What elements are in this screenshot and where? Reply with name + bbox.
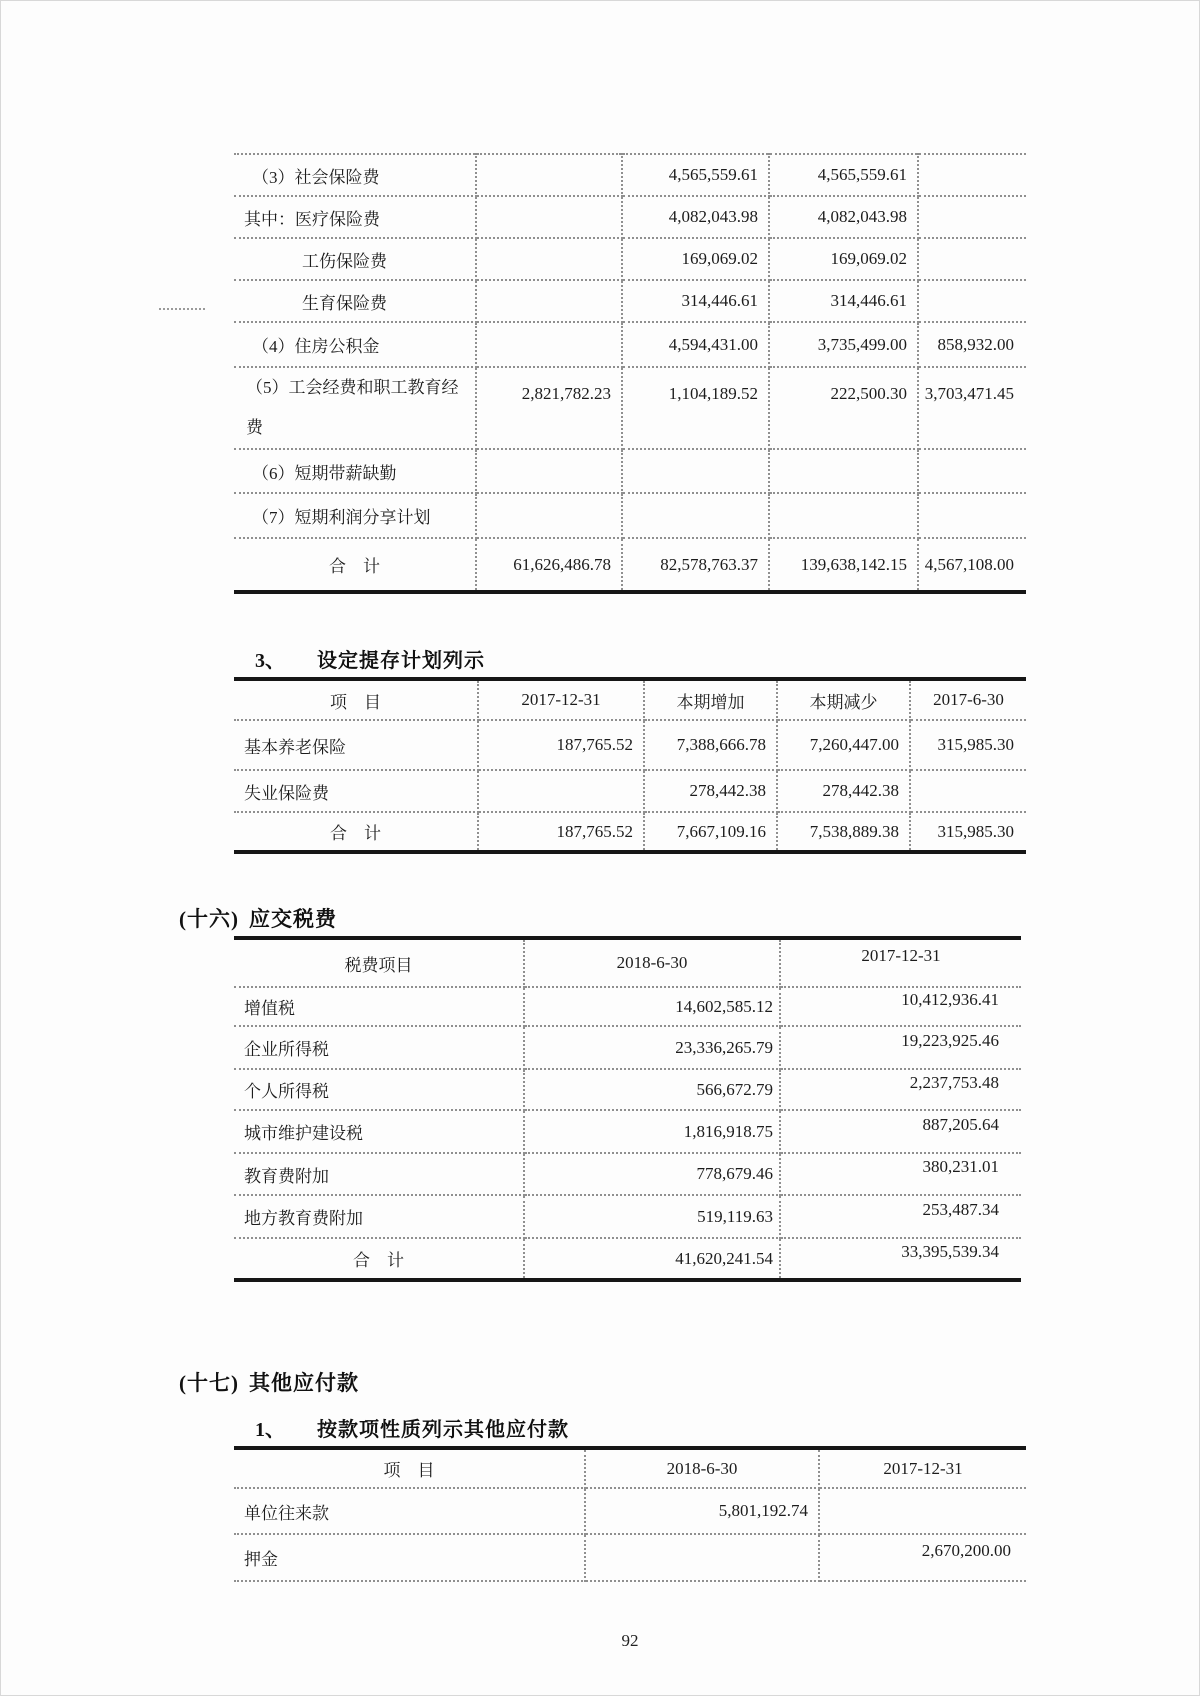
table-row	[234, 1195, 1021, 1238]
column-header: 2017-12-31	[819, 1448, 1026, 1488]
table-row	[234, 1110, 1021, 1153]
cell-value: 187,765.52	[478, 812, 644, 852]
cell-value	[769, 449, 918, 493]
cell-value	[918, 238, 1026, 280]
cell-value: 1,104,189.52	[622, 367, 769, 449]
cell-value: 4,082,043.98	[622, 196, 769, 238]
column-header: 本期增加	[644, 679, 777, 720]
total-row	[234, 812, 1026, 852]
row-label: （5）工会经费和职工教育经费	[234, 367, 476, 449]
cell-value: 4,082,043.98	[769, 196, 918, 238]
cell-value	[769, 493, 918, 538]
cell-value: 61,626,486.78	[476, 538, 622, 592]
cell-value: 1,816,918.75	[524, 1110, 780, 1153]
heading-title: 其他应付款	[249, 1371, 359, 1395]
cell-value: 19,223,925.46	[780, 1026, 1021, 1069]
cell-value: 169,069.02	[622, 238, 769, 280]
cell-value: 4,565,559.61	[769, 154, 918, 196]
row-label: 城市维护建设税	[234, 1110, 524, 1153]
cell-value	[918, 280, 1026, 322]
cell-value: 7,667,109.16	[644, 812, 777, 852]
heading-title: 应交税费	[249, 907, 337, 931]
row-label: 其中：医疗保险费	[234, 196, 476, 238]
heading-number: (十七)	[179, 1371, 239, 1395]
cell-value: 278,442.38	[777, 770, 910, 812]
table-row	[234, 1026, 1021, 1069]
cell-value	[918, 196, 1026, 238]
cell-value	[622, 493, 769, 538]
cell-value: 82,578,763.37	[622, 538, 769, 592]
column-header: 本期减少	[777, 679, 910, 720]
table-row	[234, 770, 1026, 812]
table-row	[234, 280, 1026, 322]
cell-value: 222,500.30	[769, 367, 918, 449]
column-header: 2017-12-31	[780, 938, 1021, 987]
taxes-payable-table	[234, 936, 1021, 1282]
cell-value: 33,395,539.34	[780, 1238, 1021, 1280]
column-header: 税费项目	[234, 938, 524, 987]
cell-value	[478, 770, 644, 812]
subsection-heading-defined-contribution	[255, 644, 485, 673]
row-label: 个人所得税	[234, 1069, 524, 1110]
row-label: 教育费附加	[234, 1153, 524, 1195]
row-label: 增值税	[234, 987, 524, 1026]
row-label: （6）短期带薪缺勤	[234, 449, 476, 493]
row-label: （3）社会保险费	[234, 154, 476, 196]
cell-value: 3,735,499.00	[769, 322, 918, 367]
column-header: 2018-6-30	[524, 938, 780, 987]
cell-value: 566,672.79	[524, 1069, 780, 1110]
row-label: 合 计	[234, 538, 476, 592]
cell-value: 380,231.01	[780, 1153, 1021, 1195]
column-header: 2017-6-30	[910, 679, 1026, 720]
total-row	[234, 538, 1026, 592]
table-row	[234, 196, 1026, 238]
row-label: （7）短期利润分享计划	[234, 493, 476, 538]
table-row	[234, 1488, 1026, 1534]
table-row	[234, 1534, 1026, 1581]
other-payables-table	[234, 1446, 1026, 1582]
table-row	[234, 1069, 1021, 1110]
cell-value: 2,670,200.00	[819, 1534, 1026, 1581]
header-row	[234, 938, 1021, 987]
row-label: 地方教育费附加	[234, 1195, 524, 1238]
section-heading-taxes-payable	[179, 903, 337, 933]
cell-value: 5,801,192.74	[585, 1488, 819, 1534]
cell-value: 314,446.61	[622, 280, 769, 322]
cell-value: 139,638,142.15	[769, 538, 918, 592]
row-label: 单位往来款	[234, 1488, 585, 1534]
header-row	[234, 1448, 1026, 1488]
cell-value: 4,567,108.00	[918, 538, 1026, 592]
cell-value: 10,412,936.41	[780, 987, 1021, 1026]
cell-value: 314,446.61	[769, 280, 918, 322]
cell-value: 4,565,559.61	[622, 154, 769, 196]
total-row	[234, 1238, 1021, 1280]
cell-value: 519,119.63	[524, 1195, 780, 1238]
header-row	[234, 679, 1026, 720]
row-label: 失业保险费	[234, 770, 478, 812]
row-label: 工伤保险费	[234, 238, 476, 280]
cell-value: 23,336,265.79	[524, 1026, 780, 1069]
heading-number: 1、	[255, 1419, 285, 1441]
cell-value	[918, 449, 1026, 493]
heading-number: 3、	[255, 650, 285, 672]
row-label: 押金	[234, 1534, 585, 1581]
defined-contribution-table	[234, 677, 1026, 854]
cell-value: 169,069.02	[769, 238, 918, 280]
table-row	[234, 987, 1021, 1026]
row-label: （4）住房公积金	[234, 322, 476, 367]
table-row	[234, 367, 1026, 449]
row-label: 生育保险费	[234, 280, 476, 322]
cell-value: 2,237,753.48	[780, 1069, 1021, 1110]
table-row	[234, 1153, 1021, 1195]
row-label: 合 计	[234, 1238, 524, 1280]
cell-value: 778,679.46	[524, 1153, 780, 1195]
heading-title: 设定提存计划列示	[317, 650, 485, 672]
margin-mark-line	[159, 308, 205, 310]
cell-value: 7,388,666.78	[644, 720, 777, 770]
cell-value	[476, 322, 622, 367]
cell-value: 4,594,431.00	[622, 322, 769, 367]
row-label: 企业所得税	[234, 1026, 524, 1069]
row-label: 基本养老保险	[234, 720, 478, 770]
table-row	[234, 322, 1026, 367]
heading-number: (十六)	[179, 907, 239, 931]
table-row	[234, 449, 1026, 493]
cell-value: 2,821,782.23	[476, 367, 622, 449]
cell-value	[910, 770, 1026, 812]
cell-value	[918, 154, 1026, 196]
cell-value	[476, 196, 622, 238]
cell-value	[476, 154, 622, 196]
cell-value	[585, 1534, 819, 1581]
cell-value: 41,620,241.54	[524, 1238, 780, 1280]
cell-value: 887,205.64	[780, 1110, 1021, 1153]
table-row	[234, 154, 1026, 196]
employee-benefits-table	[234, 153, 1026, 594]
cell-value: 14,602,585.12	[524, 987, 780, 1026]
cell-value: 7,260,447.00	[777, 720, 910, 770]
cell-value: 3,703,471.45	[918, 367, 1026, 449]
column-header: 项 目	[234, 1448, 585, 1488]
cell-value: 187,765.52	[478, 720, 644, 770]
table-row	[234, 493, 1026, 538]
table-row	[234, 238, 1026, 280]
cell-value	[476, 493, 622, 538]
cell-value: 253,487.34	[780, 1195, 1021, 1238]
column-header: 2017-12-31	[478, 679, 644, 720]
heading-title: 按款项性质列示其他应付款	[317, 1419, 569, 1441]
cell-value: 858,932.00	[918, 322, 1026, 367]
cell-value	[622, 449, 769, 493]
cell-value	[918, 493, 1026, 538]
subsection-heading-other-payables-by-nature	[255, 1413, 569, 1442]
cell-value: 315,985.30	[910, 812, 1026, 852]
table-row	[234, 720, 1026, 770]
cell-value	[476, 449, 622, 493]
cell-value	[476, 238, 622, 280]
section-heading-other-payables	[179, 1367, 359, 1397]
row-label: 合 计	[234, 812, 478, 852]
cell-value: 278,442.38	[644, 770, 777, 812]
cell-value: 315,985.30	[910, 720, 1026, 770]
cell-value	[476, 280, 622, 322]
cell-value: 7,538,889.38	[777, 812, 910, 852]
cell-value	[819, 1488, 1026, 1534]
column-header: 项 目	[234, 679, 478, 720]
page-number: 92	[621, 1631, 639, 1650]
column-header: 2018-6-30	[585, 1448, 819, 1488]
